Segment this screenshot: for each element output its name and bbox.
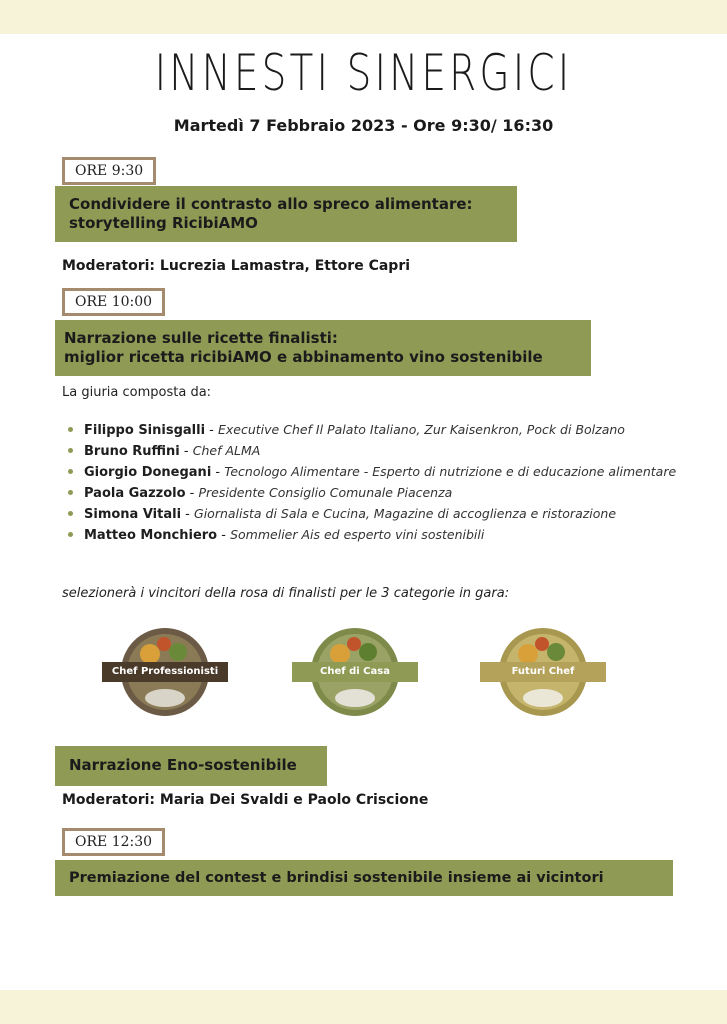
category-badge-chef-professionisti bbox=[102, 620, 228, 720]
moderators-1: Moderatori: Lucrezia Lamastra, Ettore Capri bbox=[62, 258, 411, 274]
bullet-icon bbox=[68, 511, 73, 516]
final-heading: Premiazione del contest e brindisi sostenibile insieme ai vicintori bbox=[55, 860, 673, 896]
ribbon-label: Chef di Casa bbox=[320, 666, 390, 677]
jury-item: Bruno Ruffini - Chef ALMA bbox=[68, 441, 688, 461]
jury-name: Paola Gazzolo bbox=[84, 486, 186, 501]
jury-name: Filippo Sinisgalli bbox=[84, 423, 206, 438]
page-title: INNESTI SINERGICI bbox=[154, 44, 573, 102]
ribbon-chef-professionisti bbox=[102, 662, 228, 682]
session-heading-2-line1: Narrazione sulle ricette finalisti: bbox=[64, 329, 338, 347]
eno-heading: Narrazione Eno-sostenibile bbox=[55, 746, 327, 786]
category-badge-chef-di-casa bbox=[292, 620, 418, 720]
jury-desc: Giornalista di Sala e Cucina, Magazine di accoglienza e ristorazione bbox=[194, 506, 617, 521]
session-heading-1 bbox=[55, 186, 517, 242]
jury-desc: Tecnologo Alimentare - Esperto di nutrizione e di educazione alimentare bbox=[224, 464, 677, 479]
jury-list bbox=[68, 420, 688, 546]
jury-desc: Presidente Consiglio Comunale Piacenza bbox=[198, 485, 453, 500]
session-heading-2-line2: miglior ricetta ricibiAMO e abbinamento vino sostenibile bbox=[64, 348, 543, 366]
jury-name: Bruno Ruffini bbox=[84, 444, 180, 459]
time-label-2: ORE 10:00 bbox=[62, 288, 165, 316]
bullet-icon bbox=[68, 427, 73, 432]
bullet-icon bbox=[68, 448, 73, 453]
jury-name: Simona Vitali bbox=[84, 507, 182, 522]
jury-name: Giorgio Donegani bbox=[84, 465, 212, 480]
ribbon-futuri-chef bbox=[480, 662, 606, 682]
jury-intro: La giuria composta da: bbox=[62, 385, 212, 400]
time-label-3: ORE 12:30 bbox=[62, 828, 165, 856]
time-label-1: ORE 9:30 bbox=[62, 157, 156, 185]
category-badge-futuri-chef bbox=[480, 620, 606, 720]
bullet-icon bbox=[68, 469, 73, 474]
ribbon-label: Futuri Chef bbox=[511, 666, 575, 677]
session-heading-1-line1: Condividere il contrasto allo spreco alimentare: bbox=[69, 195, 473, 213]
session-heading-1-line2: storytelling RicibiAMO bbox=[69, 214, 258, 232]
moderators-eno: Moderatori: Maria Dei Svaldi e Paolo Criscione bbox=[62, 792, 429, 808]
selection-text: selezionerà i vincitori della rosa di finalisti per le 3 categorie in gara: bbox=[62, 586, 510, 601]
jury-item: Giorgio Donegani - Tecnologo Alimentare - Esperto di nutrizione e di educazione alimentare bbox=[68, 462, 688, 482]
top-band bbox=[0, 0, 727, 34]
jury-name: Matteo Monchiero bbox=[84, 528, 218, 543]
jury-desc: Chef ALMA bbox=[192, 443, 261, 458]
ribbon-label: Chef Professionisti bbox=[111, 666, 219, 677]
session-heading-2 bbox=[55, 320, 591, 376]
jury-item: Simona Vitali - Giornalista di Sala e Cucina, Magazine di accoglienza e ristorazione bbox=[68, 504, 688, 524]
bullet-icon bbox=[68, 532, 73, 537]
event-date: Martedì 7 Febbraio 2023 - Ore 9:30/ 16:30 bbox=[173, 116, 554, 135]
jury-desc: Executive Chef Il Palato Italiano, Zur Kaisenkron, Pock di Bolzano bbox=[218, 422, 625, 437]
bullet-icon bbox=[68, 490, 73, 495]
jury-item: Matteo Monchiero - Sommelier Ais ed esperto vini sostenibili bbox=[68, 525, 688, 545]
bottom-band bbox=[0, 990, 727, 1024]
jury-item: Filippo Sinisgalli - Executive Chef Il Palato Italiano, Zur Kaisenkron, Pock di Bolzano bbox=[68, 420, 688, 440]
jury-item: Paola Gazzolo - Presidente Consiglio Comunale Piacenza bbox=[68, 483, 688, 503]
ribbon-chef-di-casa bbox=[292, 662, 418, 682]
jury-desc: Sommelier Ais ed esperto vini sostenibili bbox=[230, 527, 485, 542]
